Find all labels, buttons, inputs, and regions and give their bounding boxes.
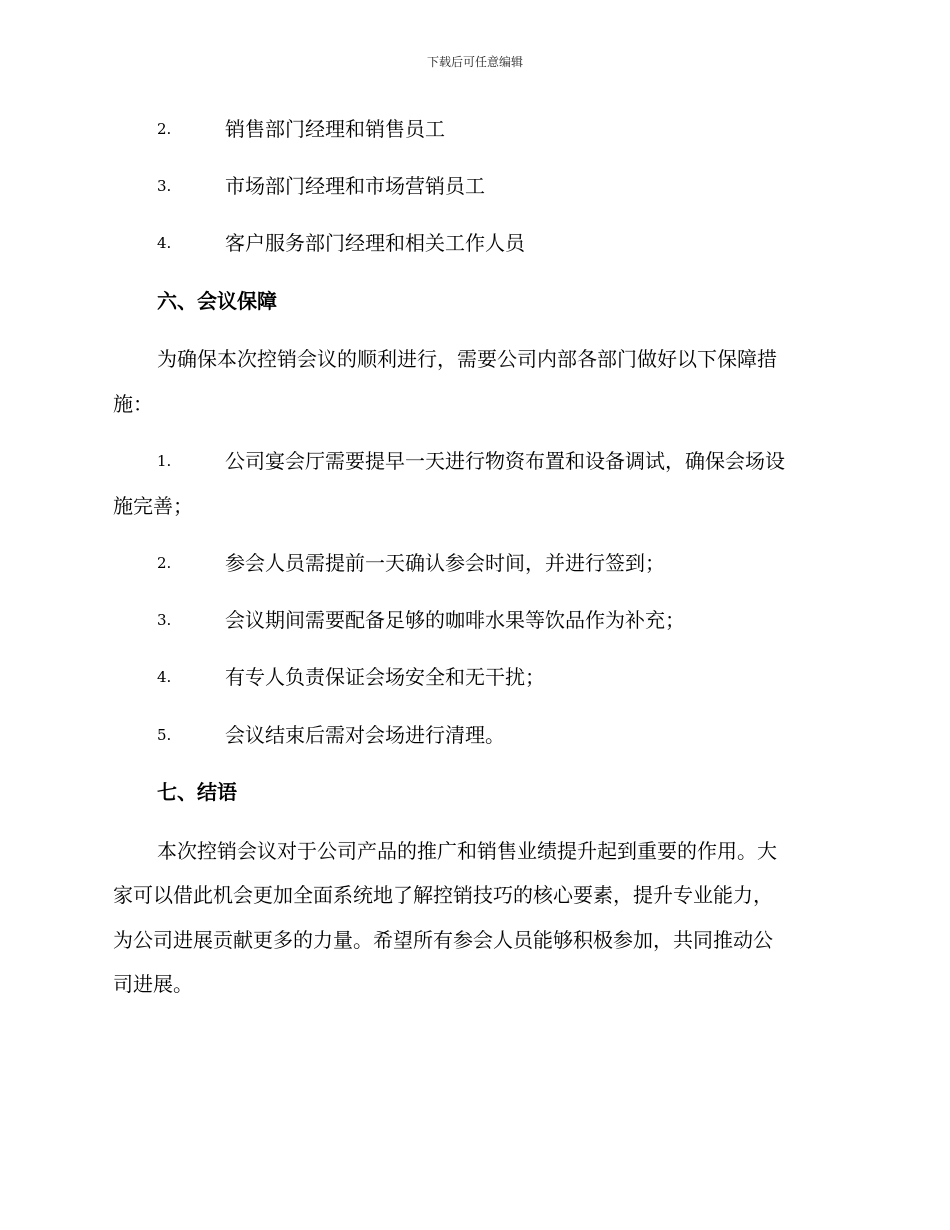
list-text: 会议期间需要配备足够的咖啡水果等饮品作为补充；: [225, 608, 685, 632]
list-number: 3.: [157, 611, 172, 629]
list-text: 会议结束后需对会场进行清理。: [225, 723, 505, 747]
list-text: 市场部门经理和市场营销员工: [225, 174, 485, 198]
section-heading: 七、结语: [157, 780, 237, 804]
paragraph-line: 为确保本次控销会议的顺利进行，需要公司内部各部门做好以下保障措: [157, 347, 777, 371]
page-header: 下载后可任意编辑: [426, 55, 523, 69]
list-number: 5.: [157, 726, 172, 744]
list-number: 4.: [157, 668, 172, 686]
list-text: 参会人员需提前一天确认参会时间，并进行签到；: [225, 551, 665, 575]
paragraph-line: 司进展。: [113, 972, 193, 996]
list-number: 3.: [157, 177, 172, 195]
list-number: 1.: [157, 452, 172, 470]
list-text: 有专人负责保证会场安全和无干扰；: [225, 665, 545, 689]
list-text-continuation: 施完善；: [113, 494, 193, 518]
list-text: 客户服务部门经理和相关工作人员: [225, 231, 525, 255]
list-text: 销售部门经理和销售员工: [225, 117, 445, 141]
paragraph-line: 家可以借此机会更加全面系统地了解控销技巧的核心要素，提升专业能力，: [113, 883, 773, 907]
paragraph-line: 为公司进展贡献更多的力量。希望所有参会人员能够积极参加，共同推动公: [113, 928, 773, 952]
list-text: 公司宴会厅需要提早一天进行物资布置和设备调试，确保会场设: [225, 449, 785, 473]
list-number: 2.: [157, 120, 172, 138]
paragraph-line: 施：: [113, 392, 153, 416]
list-number: 4.: [157, 234, 172, 252]
list-number: 2.: [157, 554, 172, 572]
section-heading: 六、会议保障: [157, 289, 277, 313]
paragraph-line: 本次控销会议对于公司产品的推广和销售业绩提升起到重要的作用。大: [157, 839, 777, 863]
